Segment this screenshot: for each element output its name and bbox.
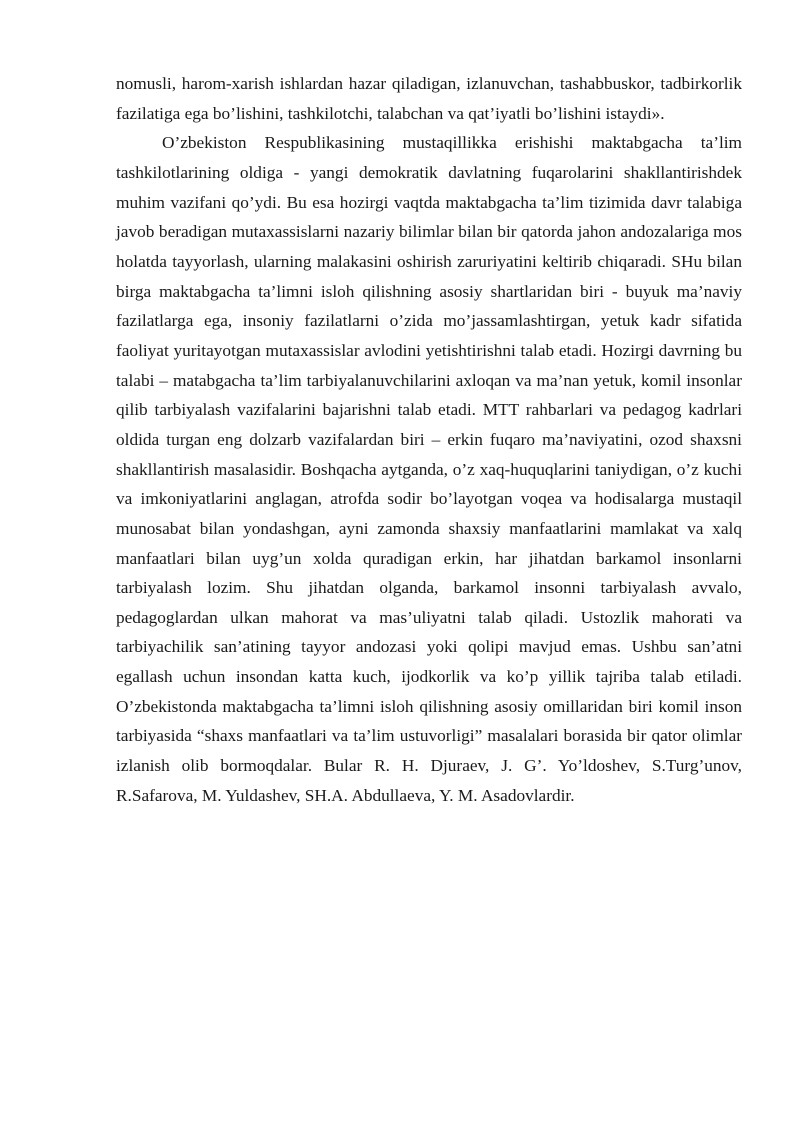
body-text	[116, 69, 742, 810]
paragraph-continuation: nomusli, harom-xarish ishlardan hazar qiladigan, izlanuvchan, tashabbuskor, tadbirkorlik fazilatiga ega bo’lishini, tashkilotchi, talabchan va qat’iyatli bo’lishini istaydi».	[116, 74, 742, 123]
paragraph-main: O’zbekiston Respublikasining mustaqillikka erishishi maktabgacha ta’lim tashkilotlarining oldiga - yangi demokratik davlatning fuqarolarini shakllantirishdek muhim vazifani qo’ydi. Bu esa hozirgi vaqtda maktabgacha ta’lim tizimida davr talabiga javob beradigan mutaxassislarni nazariy bilimlar bilan bir qatorda jahon andozalariga mos holatda tayyorlash, ularning malakasini oshirish zaruriyatini keltirib chiqaradi. SHu bilan birga maktabgacha ta’limni isloh qilishning asosiy shartlaridan biri - buyuk ma’naviy fazilatlarga ega, insoniy fazilatlarni o’zida mo’jassamlashtirgan, yetuk kadr sifatida faoliyat yuritayotgan mutaxassislar avlodini yetishtirishni talab etadi. Hozirgi davrning bu talabi – matabgacha ta’lim tarbiyalanuvchilarini axloqan va ma’nan yetuk, komil insonlar qilib tarbiyalash vazifalarini bajarishni talab etadi. MTT rahbarlari va pedagog kadrlari oldida turgan eng dolzarb vazifalardan biri – erkin fuqaro ma’naviyatini, ozod shaxsni shakllantirish masalasidir. Boshqacha aytganda, o’z xaq-huquqlarini taniydigan, o’z kuchi va imkoniyatlarini anglagan, atrofda sodir bo’layotgan voqea va hodisalarga mustaqil munosabat bilan yondashgan, ayni zamonda shaxsiy manfaatlarini mamlakat va xalq manfaatlari bilan uyg’un xolda quradigan erkin, har jihatdan barkamol insonlarni tarbiyalash lozim. Shu jihatdan olganda, barkamol insonni tarbiyalash avvalo, pedagoglardan ulkan mahorat va mas’uliyatni talab qiladi. Ustozlik mahorati va tarbiyachilik san’atining tayyor andozasi yoki qolipi mavjud emas. Ushbu san’atni egallash uchun insondan katta kuch, ijodkorlik va ko’p yillik tajriba talab etiladi. O’zbekistonda maktabgacha ta’limni isloh qilishning asosiy omillaridan biri komil inson tarbiyasida “shaxs manfaatlari va ta’lim ustuvorligi” masalalari borasida bir qator olimlar izlanish olib bormoqdalar. Bular R. H. Djuraev, J. G’. Yo’ldoshev, S.Turg’unov, R.Safarova, M. Yuldashev, SH.A. Abdullaeva, Y. M. Asadovlardir.	[116, 133, 742, 805]
